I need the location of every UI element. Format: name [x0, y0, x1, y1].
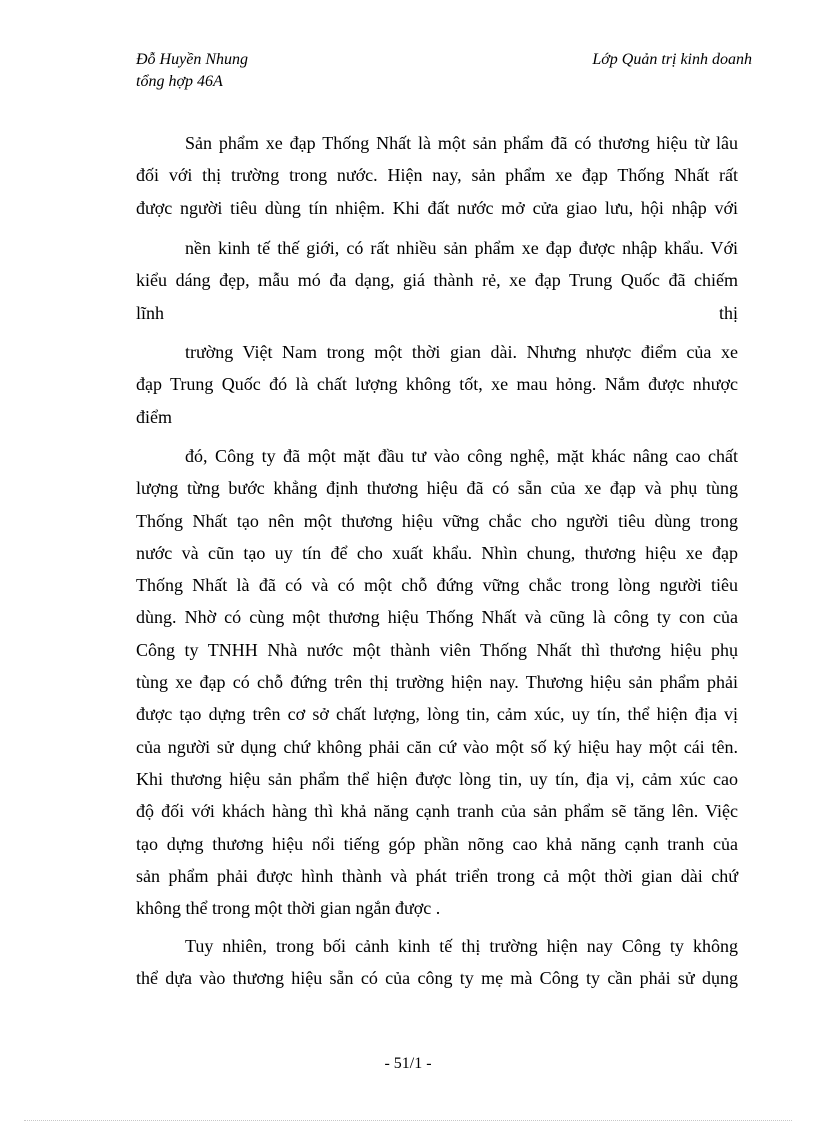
paragraph-line: kiểu dáng đẹp, mẫu mó đa dạng, giá thành rẻ, xe đạp Trung Quốc đã chiếm	[136, 270, 738, 291]
paragraph-2	[136, 232, 738, 329]
paragraph-line: sản phẩm phải được hình thành và phát triển trong cả một thời gian dài chứ	[136, 865, 738, 886]
paragraph-line: Sản phẩm xe đạp Thống Nhất là một sản phẩm đã có thương hiệu từ lâu	[185, 133, 738, 153]
paragraph-line: lĩnh thị	[136, 302, 738, 323]
paragraph-line: đạp Trung Quốc đó là chất lượng không tốt, xe mau hỏng. Nắm được nhược	[136, 374, 738, 395]
paragraph-line: của người sử dụng chứ không phải căn cứ vào một số ký hiệu hay một cái tên.	[136, 736, 738, 757]
paragraph-line: được người tiêu dùng tín nhiệm. Khi đất nước mở cửa giao lưu, hội nhập với	[136, 197, 738, 218]
paragraph-line: được tạo dựng trên cơ sở chất lượng, lòng tin, cảm xúc, uy tín, thể hiện địa vị	[136, 704, 738, 725]
paragraph-line: Công ty TNHH Nhà nước một thành viên Thống Nhất thì thương hiệu phụ	[136, 639, 738, 660]
paragraph-line: đối với thị trường trong nước. Hiện nay, sản phẩm xe đạp Thống Nhất rất	[136, 165, 738, 186]
paragraph-line: Tuy nhiên, trong bối cảnh kinh tế thị trường hiện nay Công ty không	[185, 936, 738, 956]
page-header-class	[592, 49, 752, 71]
paragraph-1	[136, 127, 738, 224]
paragraph-line: trường Việt Nam trong một thời gian dài. Nhưng nhược điểm của xe	[185, 342, 738, 362]
paragraph-line: nền kinh tế thế giới, có rất nhiều sản phẩm xe đạp được nhập khẩu. Với	[185, 238, 738, 258]
author-name: Đỗ Huyền Nhung	[136, 51, 248, 68]
page-number: - 51/1 -	[384, 1055, 432, 1072]
paragraph-line: điểm	[136, 406, 172, 427]
paragraph-5	[136, 930, 738, 995]
paragraph-line: Thống Nhất tạo nên một thương hiệu vững chắc cho người tiêu dùng trong	[136, 510, 738, 531]
paragraph-line: không thể trong một thời gian ngắn được .	[136, 898, 441, 919]
paragraph-line: Khi thương hiệu sản phẩm thể hiện được lòng tin, uy tín, địa vị, cảm xúc cao	[136, 768, 738, 789]
paragraph-line: lượng từng bước khẳng định thương hiệu đã có sẵn của xe đạp và phụ tùng	[136, 478, 738, 499]
paragraph-3	[136, 336, 738, 433]
paragraph-line: Thống Nhất là đã có và có một chỗ đứng vững chắc trong lòng người tiêu	[136, 575, 738, 596]
paragraph-line: đó, Công ty đã một mặt đầu tư vào công nghệ, mặt khác nâng cao chất	[185, 446, 738, 466]
page-bottom-divider	[24, 1120, 792, 1121]
paragraph-line: nước và cũn tạo uy tín để cho xuất khẩu. Nhìn chung, thương hiệu xe đạp	[136, 542, 738, 563]
paragraph-line: tùng xe đạp có chỗ đứng trên thị trường hiện nay. Thương hiệu sản phẩm phải	[136, 672, 738, 693]
class-label: Lớp Quản trị kinh doanh	[592, 51, 752, 68]
paragraph-line: dùng. Nhờ có cùng một thương hiệu Thống Nhất và cũng là công ty con của	[136, 607, 738, 628]
paragraph-4	[136, 440, 738, 924]
paragraph-line: thể dựa vào thương hiệu sẵn có của công ty mẹ mà Công ty cần phải sử dụng	[136, 968, 738, 989]
paragraph-line: tạo dựng thương hiệu nổi tiếng góp phần nõng cao khả năng cạnh tranh của	[136, 833, 738, 854]
paragraph-line: độ đối với khách hàng thì khả năng cạnh tranh của sản phẩm sẽ tăng lên. Việc	[136, 801, 738, 822]
page-header-author	[136, 49, 248, 93]
author-class: tổng hợp 46A	[136, 73, 223, 90]
